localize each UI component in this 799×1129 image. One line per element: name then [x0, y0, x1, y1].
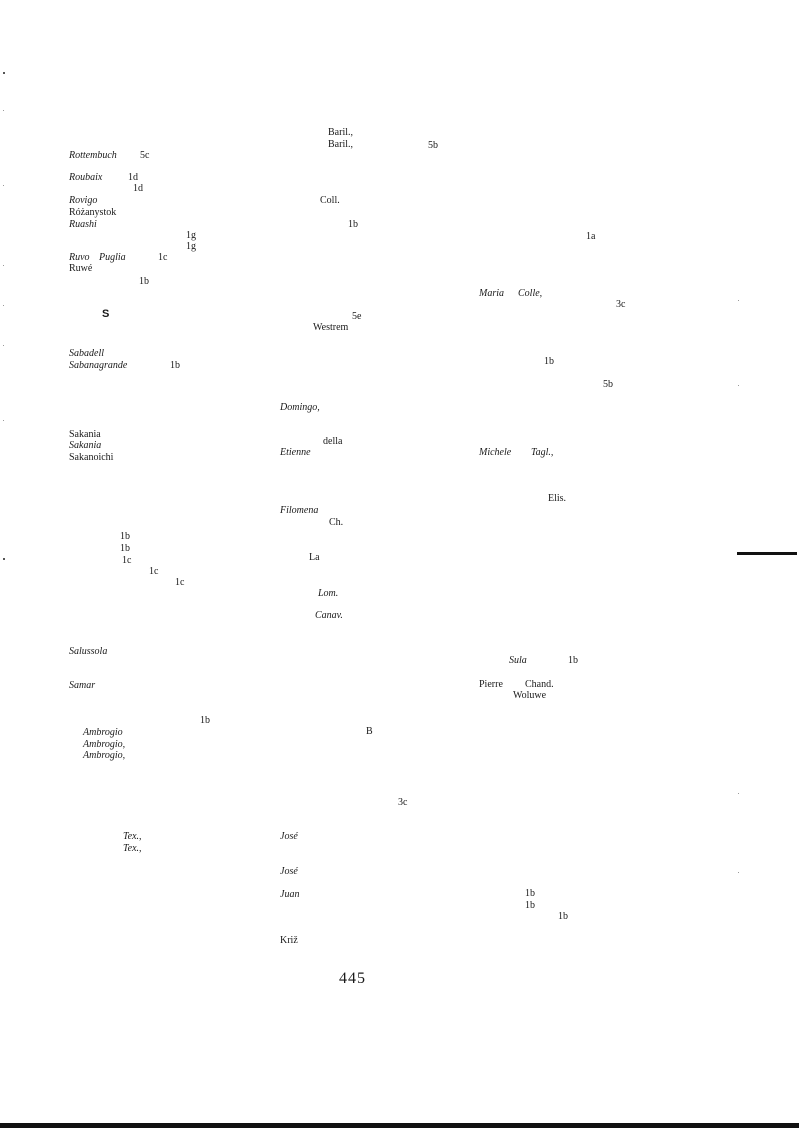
entry-salussola: Salussola — [69, 646, 108, 657]
scan-speck — [738, 300, 739, 301]
entry-juan: Juan — [280, 889, 300, 900]
ref-label: 1c — [175, 577, 185, 588]
entry-colle: Colle, — [518, 288, 543, 299]
ref-label: 5e — [352, 311, 362, 322]
ref-label: 1g — [186, 230, 196, 241]
ref-label: 1c — [122, 555, 132, 566]
entry-kriz: Križ — [280, 935, 298, 946]
entry-sakania: Sakania — [69, 429, 101, 440]
entry-tex: Tex., — [123, 831, 142, 842]
ref-label: 1a — [586, 231, 596, 242]
ref-label: 1b — [568, 655, 578, 666]
ref-label: 1c — [149, 566, 159, 577]
scan-speck — [738, 872, 739, 873]
ref-label: 3c — [616, 299, 626, 310]
entry-tagl: Tagl., — [531, 447, 554, 458]
ref-label: 1b — [170, 360, 180, 371]
ref-label: 5c — [140, 150, 150, 161]
entry-jose: José — [280, 831, 298, 842]
entry-lom: Lom. — [318, 588, 339, 599]
entry-pierre: Pierre — [479, 679, 503, 690]
entry-woluwe: Woluwe — [513, 690, 547, 701]
entry-roubaix: Roubaix — [69, 172, 103, 183]
ref-label: 1b — [348, 219, 358, 230]
scan-speck — [3, 72, 5, 74]
entry-filomena: Filomena — [280, 505, 319, 516]
entry-la: La — [309, 552, 320, 563]
ref-label: 1b — [544, 356, 554, 367]
bottom-rule — [0, 1123, 799, 1128]
ref-label: 1b — [120, 531, 130, 542]
entry-tex: Tex., — [123, 843, 142, 854]
section-letter: S — [102, 308, 110, 320]
entry-chand: Chand. — [525, 679, 554, 690]
entry-michele: Michele — [479, 447, 512, 458]
scan-speck — [3, 420, 4, 421]
entry-canav: Canav. — [315, 610, 343, 621]
ref-label: 5b — [603, 379, 613, 390]
entry-rovigo: Rovigo — [69, 195, 98, 206]
entry-westrem: Westrem — [313, 322, 349, 333]
entry-rottembuch: Rottembuch — [69, 150, 117, 161]
page-number: 445 — [339, 970, 366, 987]
ref-label: 1c — [158, 252, 168, 263]
ref-label: 1g — [186, 241, 196, 252]
ref-label: 3c — [398, 797, 408, 808]
entry-ch: Ch. — [329, 517, 344, 528]
entry-ruashi: Ruashi — [69, 219, 97, 230]
entry-domingo: Domingo, — [280, 402, 320, 413]
scan-speck — [738, 793, 739, 794]
ref-label: 5b — [428, 140, 438, 151]
ref-label: 1b — [525, 900, 535, 911]
entry-elis: Elis. — [548, 493, 567, 504]
entry-coll: Coll. — [320, 195, 340, 206]
scan-speck — [3, 265, 4, 266]
entry-sabanagrande: Sabanagrande — [69, 360, 128, 371]
entry-sakania: Sakania — [69, 440, 102, 451]
scan-speck — [3, 558, 5, 560]
ref-label: 1b — [525, 888, 535, 899]
entry-ruvo: Ruvo — [69, 252, 90, 263]
margin-rule — [737, 552, 797, 555]
ref-label: 1d — [128, 172, 138, 183]
ref-label: 1b — [200, 715, 210, 726]
scan-speck — [3, 345, 4, 346]
entry-ambrogio: Ambrogio, — [83, 739, 126, 750]
ref-label: 1b — [139, 276, 149, 287]
entry-sakanoichi: Sakanoichi — [69, 452, 114, 463]
entry-baril: Baril., — [328, 139, 353, 150]
scan-speck — [3, 305, 4, 306]
scan-speck — [738, 385, 739, 386]
entry-ambrogio: Ambrogio, — [83, 750, 126, 761]
entry-jose: José — [280, 866, 298, 877]
entry-etienne: Etienne — [280, 447, 311, 458]
entry-samar: Samar — [69, 680, 96, 691]
ref-label: 1b — [120, 543, 130, 554]
scan-speck — [3, 110, 4, 111]
entry-sula: Sula — [509, 655, 527, 666]
entry-ambrogio: Ambrogio — [83, 727, 123, 738]
ref-label: 1d — [133, 183, 143, 194]
scan-speck — [3, 185, 4, 186]
entry-della: della — [323, 436, 343, 447]
entry-b: B — [366, 726, 373, 737]
entry-maria: Maria — [479, 288, 504, 299]
entry-rozanystok: Różanystok — [69, 207, 117, 218]
entry-ruwe: Ruwé — [69, 263, 93, 274]
entry-baril: Baril., — [328, 127, 353, 138]
ref-label: 1b — [558, 911, 568, 922]
entry-sabadell: Sabadell — [69, 348, 104, 359]
entry-puglia: Puglia — [99, 252, 126, 263]
